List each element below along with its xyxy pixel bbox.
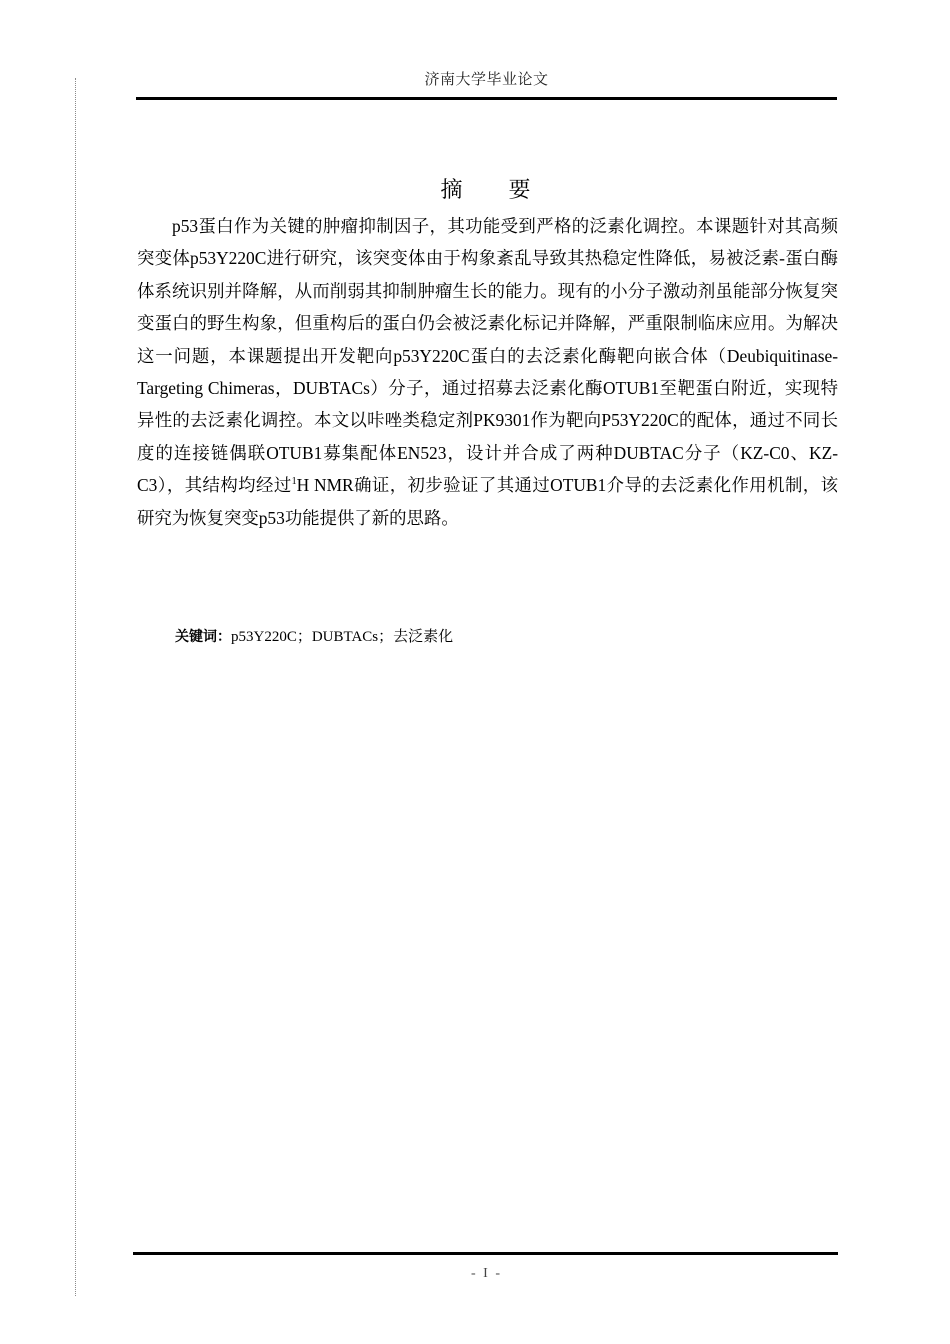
nmr-superscript: 1	[291, 476, 297, 488]
abstract-title-left: 摘	[440, 178, 465, 203]
keywords-label: 关键词：	[175, 629, 231, 645]
abstract-title-right: 要	[508, 178, 533, 203]
abstract-title	[136, 173, 837, 204]
abstract-body	[137, 210, 838, 534]
footer-rule	[133, 1252, 838, 1255]
keywords-text: p53Y220C；DUBTACs；去泛素化	[231, 629, 454, 645]
abstract-body-part2: H NMR确证，初步验证了其通过OTUB1介导的去泛素化作用机制，该研究为恢复突变p53功能提供了新的思路。	[137, 475, 838, 528]
running-header: 济南大学毕业论文	[424, 72, 549, 88]
page-number: - I -	[471, 1266, 502, 1281]
keywords-line	[175, 625, 453, 646]
abstract-body-part1: p53蛋白作为关键的肿瘤抑制因子，其功能受到严格的泛素化调控。本课题针对其高频突变体p53Y220C进行研究，该突变体由于构象紊乱导致其热稳定性降低，易被泛素-蛋白酶体系统识别并降解，从而削弱其抑制肿瘤生长的能力。现有的小分子激动剂虽能部分恢复突变蛋白的野生构象，但重构后的蛋白仍会被泛素化标记并降解，严重限制临床应用。为解决这一问题，本课题提出开发靶向p53Y220C蛋白的去泛素化酶靶向嵌合体（Deubiquitinase-Targeting Chimeras，DUBTACs）分子，通过招募去泛素化酶OTUB1至靶蛋白附近，实现特异性的去泛素化调控。本文以咔唑类稳定剂PK9301作为靶向P53Y220C的配体，通过不同长度的连接链偶联OTUB1募集配体EN523，设计并合成了两种DUBTAC分子（KZ-C0、KZ-C3），其结构均经过	[137, 216, 838, 496]
binding-margin-line	[75, 78, 76, 1296]
header-rule	[136, 97, 837, 100]
